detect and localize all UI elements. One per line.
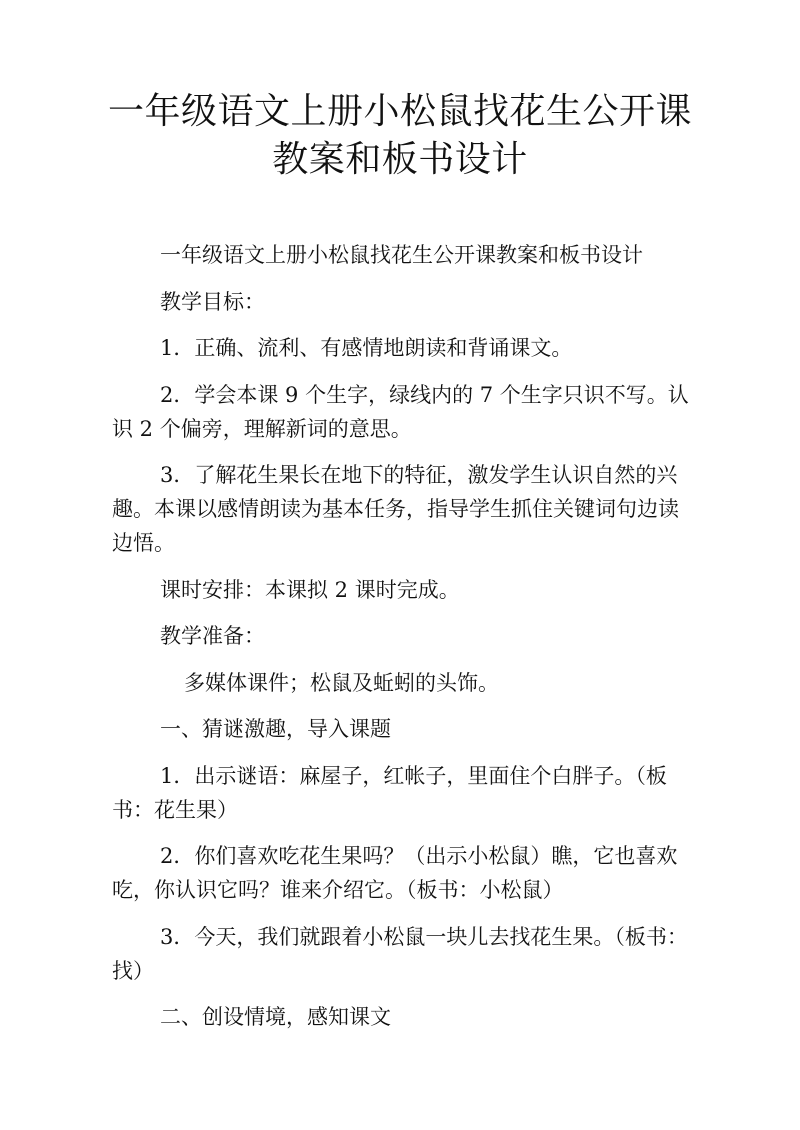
document-body [112, 238, 692, 1047]
paragraph-preparation: 多媒体课件；松鼠及蚯蚓的头饰。 [184, 670, 499, 695]
paragraph-step-1: 1．出示谜语：麻屋子，红帐子，里面住个白胖子。（板书：花生果） [112, 763, 667, 822]
paragraph-objective-2: 2．学会本课 9 个生字，绿线内的 7 个生字只识不写。认识 2 个偏旁，理解新词的意思。 [112, 382, 689, 441]
paragraph-step-3: 3．今天，我们就跟着小松鼠一块儿去找花生果。（板书：找） [112, 924, 688, 983]
paragraph-step-2: 2．你们喜欢吃花生果吗？（出示小松鼠）瞧，它也喜欢吃，你认识它吗？谁来介绍它。（板书：小松鼠） [112, 844, 678, 902]
paragraph-objectives-heading: 教学目标： [160, 289, 265, 314]
paragraph-schedule: 课时安排：本课拟 2 课时完成。 [160, 577, 460, 602]
paragraph-subtitle: 一年级语文上册小松鼠找花生公开课教案和板书设计 [160, 243, 643, 267]
paragraph-objective-1: 1．正确、流利、有感情地朗读和背诵课文。 [160, 336, 573, 360]
document-title: 一年级语文上册小松鼠找花生公开课教案和板书设计 [107, 91, 692, 180]
paragraph-objective-3: 3．了解花生果长在地下的特征，激发学生认识自然的兴趣。本课以感情朗读为基本任务，指导学生抓住关键词句边读边悟。 [112, 463, 679, 555]
paragraph-section-1-heading: 一、猜谜激趣，导入课题 [160, 717, 391, 741]
paragraph-preparation-heading: 教学准备： [160, 624, 265, 648]
paragraph-section-2-heading: 二、创设情境，感知课文 [160, 1005, 391, 1029]
